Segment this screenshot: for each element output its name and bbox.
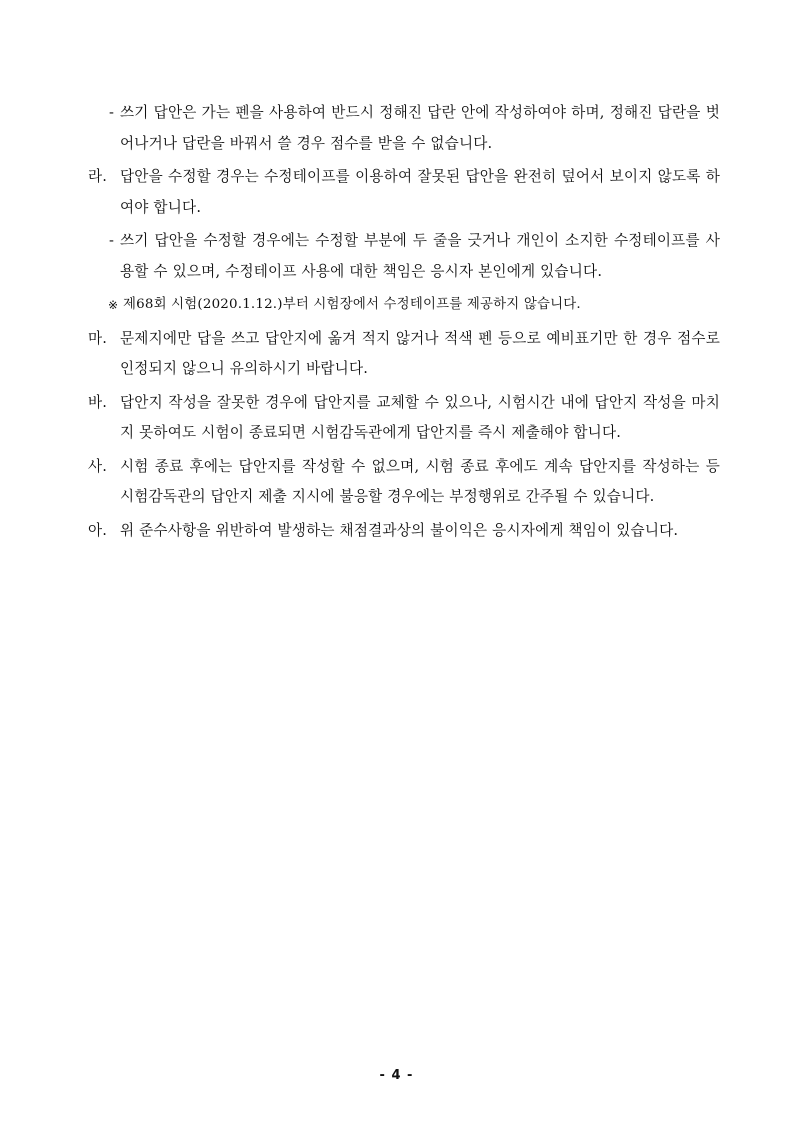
item-marker: 바. — [88, 393, 108, 411]
list-item-ra — [88, 162, 720, 223]
item-marker: 마. — [88, 329, 108, 347]
dash-marker: - — [109, 104, 115, 121]
item-marker: 라. — [88, 168, 108, 185]
item-text: 위 준수사항을 위반하여 발생하는 채점결과상의 불이익은 응시자에게 책임이 있습니다. — [120, 521, 679, 539]
list-item-ma — [88, 324, 720, 385]
item-marker: 아. — [88, 521, 108, 539]
list-item-sa — [88, 452, 720, 513]
list-item-writing-correction — [88, 226, 720, 287]
list-item-a — [88, 516, 720, 547]
item-text: 답안을 수정할 경우는 수정테이프를 이용하여 잘못된 답안을 완전히 덮어서 보이지 않도록 하여야 합니다. — [120, 168, 720, 216]
note-item — [88, 290, 720, 321]
dash-marker: - — [109, 232, 115, 249]
reference-mark-icon: ※ — [108, 298, 119, 312]
item-text: 쓰기 답안을 수정할 경우에는 수정할 부분에 두 줄을 긋거나 개인이 소지한 수정테이프를 사용할 수 있으며, 수정테이프 사용에 대한 책임은 응시자 본인에게 있습니다. — [120, 232, 720, 280]
item-text: 시험 종료 후에는 답안지를 작성할 수 없으며, 시험 종료 후에도 계속 답안지를 작성하는 등 시험감독관의 답안지 제출 지시에 불응할 경우에는 부정행위로 간주될 수 있습니다. — [120, 457, 720, 505]
item-text: 쓰기 답안은 가는 펜을 사용하여 반드시 정해진 답란 안에 작성하여야 하며, 정해진 답란을 벗어나거나 답란을 바꿔서 쓸 경우 점수를 받을 수 없습니다. — [120, 104, 720, 152]
list-item-writing-answer — [88, 98, 720, 159]
page-number: - 4 - — [379, 1068, 414, 1083]
item-text: 답안지 작성을 잘못한 경우에 답안지를 교체할 수 있으나, 시험시간 내에 답안지 작성을 마치지 못하여도 시험이 종료되면 시험감독관에게 답안지를 즉시 제출해야 합니다. — [120, 393, 720, 441]
document-body — [88, 98, 720, 546]
item-marker: 사. — [88, 457, 108, 475]
item-text: 문제지에만 답을 쓰고 답안지에 옮겨 적지 않거나 적색 펜 등으로 예비표기만 한 경우 점수로 인정되지 않으니 유의하시기 바랍니다. — [120, 329, 720, 377]
note-text: 제68회 시험(2020.1.12.)부터 시험장에서 수정테이프를 제공하지 않습니다. — [123, 297, 581, 312]
list-item-ba — [88, 388, 720, 449]
